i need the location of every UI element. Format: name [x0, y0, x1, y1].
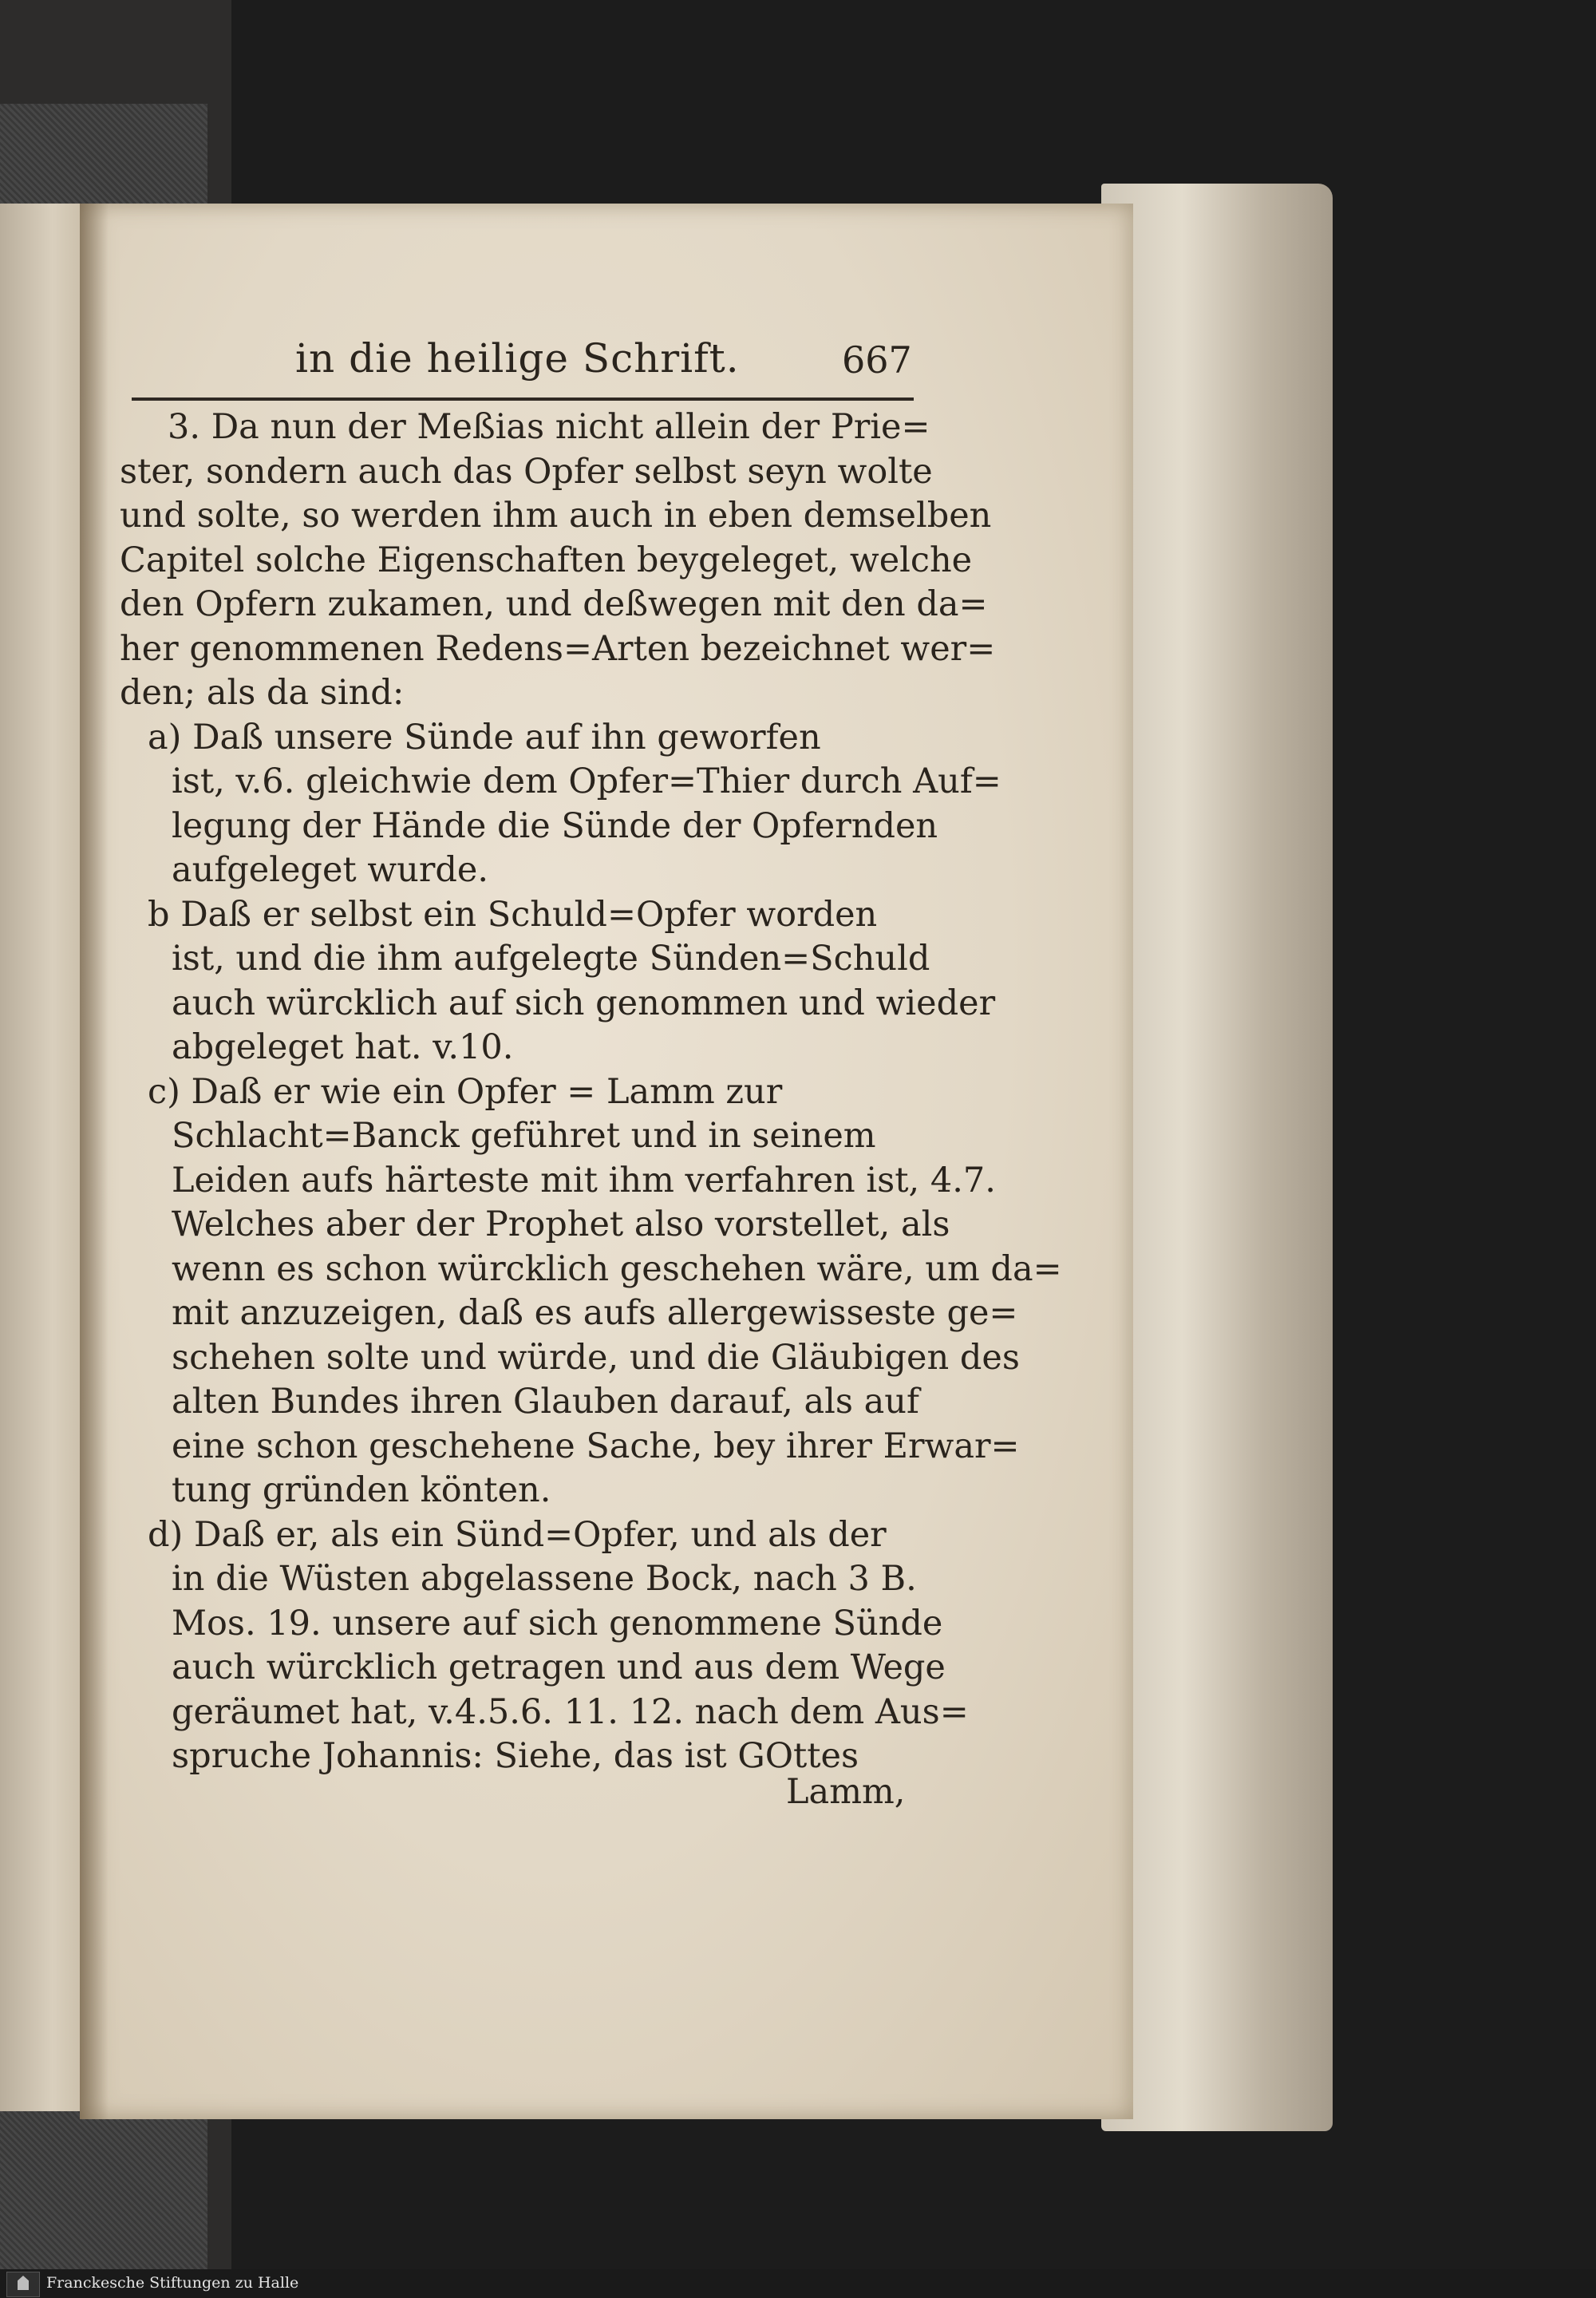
text-line: ist, und die ihm aufgelegte Sünden=Schuld — [172, 939, 930, 979]
text-line: und solte, so werden ihm auch in eben demselben — [120, 496, 992, 536]
text-line: auch würcklich getragen und aus dem Wege — [172, 1647, 946, 1687]
text-line: schehen solte und würde, und die Gläubigen des — [172, 1337, 1020, 1378]
item-c-line: c) Daß er wie ein Opfer = Lamm zur — [148, 1071, 783, 1112]
catchword: Lamm, — [786, 1772, 906, 1812]
header-rule — [132, 398, 914, 401]
text-line: her genommenen Redens=Arten bezeichnet wer= — [120, 628, 996, 669]
item-d-line: d) Daß er, als ein Sünd=Opfer, und als der — [148, 1514, 887, 1555]
text-line: eine schon geschehene Sache, bey ihrer Erwar= — [172, 1426, 1020, 1466]
text-line: den Opfern zukamen, und deßwegen mit den da= — [120, 584, 988, 624]
text-line: tung gründen könten. — [172, 1470, 551, 1510]
text-line: den; als da sind: — [120, 673, 405, 713]
running-title: in die heilige Schrift. — [295, 335, 740, 382]
item-b-line: b Daß er selbst ein Schuld=Opfer worden — [148, 894, 878, 935]
page-gutter — [80, 204, 109, 2119]
footer-institution: Franckesche Stiftungen zu Halle — [46, 2274, 299, 2292]
text-line: Leiden aufs härteste mit ihm verfahren ist, 4.7. — [172, 1160, 996, 1200]
item-a-line: a) Daß unsere Sünde auf ihn geworfen — [148, 717, 821, 757]
text-line: spruche Johannis: Siehe, das ist GOttes — [172, 1736, 859, 1776]
text-line: Capitel solche Eigenschaften beygeleget, welche — [120, 540, 973, 580]
text-line: ster, sondern auch das Opfer selbst seyn wolte — [120, 451, 933, 492]
text-line: aufgeleget wurde. — [172, 850, 489, 890]
text-line: Welches aber der Prophet also vorstellet, als — [172, 1204, 950, 1244]
text-line: Schlacht=Banck geführet und in seinem — [172, 1116, 876, 1156]
text-line: in die Wüsten abgelassene Bock, nach 3 B. — [172, 1559, 917, 1599]
text-line: mit anzuzeigen, daß es aufs allergewisseste ge= — [172, 1293, 1018, 1333]
text-line: ist, v.6. gleichwie dem Opfer=Thier durch Auf= — [172, 761, 1001, 801]
facing-page-edge — [0, 204, 88, 2111]
page-number: 667 — [842, 338, 912, 382]
text-line: legung der Hände die Sünde der Opfernden — [172, 805, 938, 846]
text-line: auch würcklich auf sich genommen und wieder — [172, 983, 996, 1023]
text-line: abgeleget hat. v.10. — [172, 1027, 514, 1067]
text-line: alten Bundes ihren Glauben darauf, als auf — [172, 1382, 919, 1422]
page-edges — [1101, 184, 1333, 2131]
institution-logo-icon — [6, 2272, 40, 2297]
text-line: Mos. 19. unsere auf sich genommene Sünde — [172, 1603, 943, 1643]
text-line: geräumet hat, v.4.5.6. 11. 12. nach dem Aus= — [172, 1691, 969, 1732]
text-line: 3. Da nun der Meßias nicht allein der Prie= — [168, 407, 930, 447]
body-text — [120, 405, 1062, 1779]
text-line: wenn es schon würcklich geschehen wäre, um da= — [172, 1248, 1062, 1289]
